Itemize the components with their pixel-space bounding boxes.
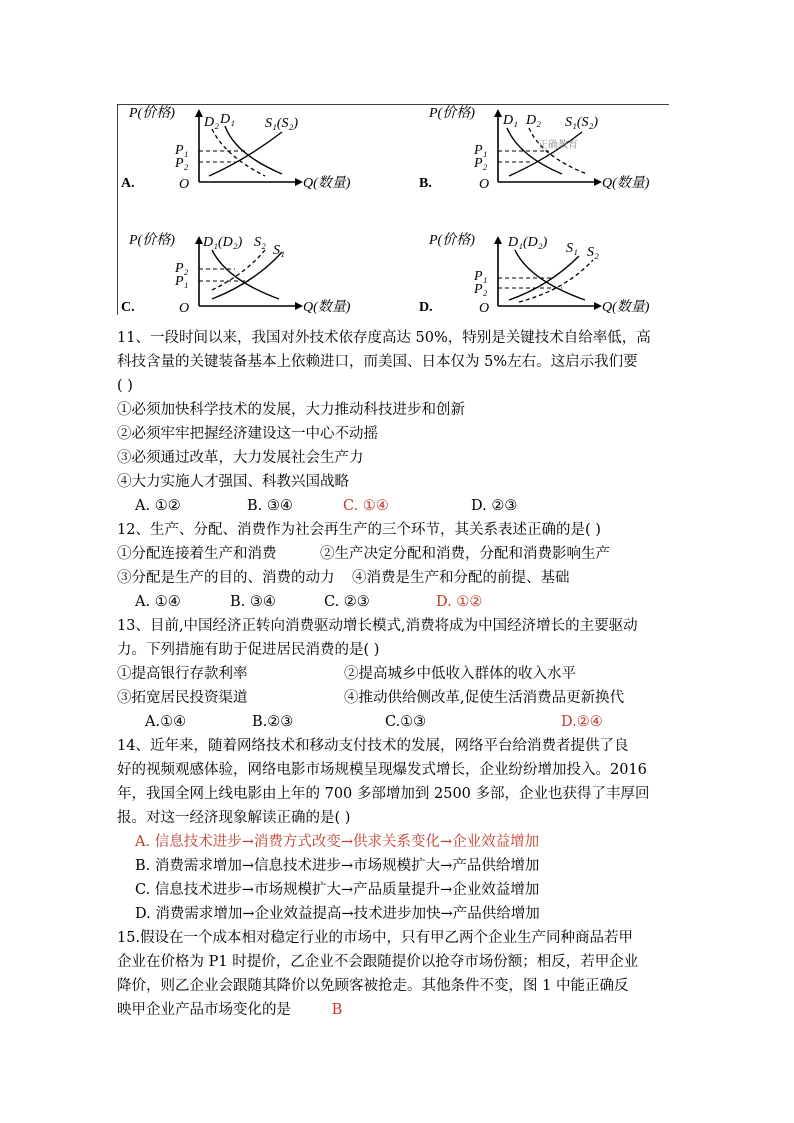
panel-a-d2-label: D₂ [204, 115, 219, 130]
q12-items-row-1 [117, 542, 687, 566]
panel-a-s-label: S₁(S₂) [265, 116, 299, 131]
q13-option-b: B.②③ [252, 714, 294, 730]
q14-option-a: A. 信息技术进步→消费方式改变→供求关系变化→企业效益增加 [135, 834, 540, 850]
q12-options [117, 590, 687, 614]
q13-item-1: ①提高银行存款利率 [117, 666, 248, 682]
panel-a-d1-curve [225, 126, 282, 174]
panel-b-d2-label: D₂ [526, 113, 541, 128]
q14-option-c: C. 信息技术进步→市场规模扩大→产品质量提升→企业效益增加 [135, 882, 540, 898]
panel-d-p2-tick: P₂ [474, 282, 488, 297]
q13-options [117, 710, 687, 734]
panel-c-d-curve [212, 250, 279, 299]
question-15 [117, 926, 687, 1022]
q12-items-row-2 [117, 566, 687, 590]
q12-option-c: C. ②③ [324, 594, 370, 610]
panel-a-letter: A. [121, 176, 135, 191]
supply-demand-figure [117, 104, 669, 315]
q11-option-d: D. ②③ [471, 498, 518, 514]
panel-d-p1-tick: P₁ [474, 269, 488, 284]
q13-stem-line-2: 力。下列措施有助于促进居民消费的是( ) [117, 642, 380, 658]
panel-b-s-curve [509, 132, 582, 176]
panel-b [419, 105, 650, 192]
panel-b-p1-tick: P₁ [474, 143, 488, 158]
q15-stem-line-1: 15.假设在一个成本相对稳定行业的市场中，只有甲乙两个企业生产同种商品若甲 [117, 930, 634, 946]
q11-option-c: C. ①④ [343, 498, 389, 514]
q12-item-4: ④消费是生产和分配的前提、基础 [352, 570, 570, 586]
q13-items-row-1 [117, 662, 687, 686]
panel-d-q-axis-label: Q(数量) [602, 300, 650, 315]
panel-c-s2-label: S₂ [254, 235, 266, 250]
panel-a [121, 105, 351, 192]
panel-d-s1-label: S₁ [566, 241, 578, 256]
question-13 [117, 614, 687, 734]
panel-b-letter: B. [419, 176, 432, 191]
panel-b-origin: O [479, 177, 490, 192]
q11-stem-line-3: ( ) [117, 378, 133, 394]
q11-item-3: ③必须通过改革，大力发展社会生产力 [117, 450, 364, 466]
question-text [117, 326, 687, 1022]
panel-d-letter: D. [419, 300, 433, 315]
q15-stem-line-4 [117, 998, 687, 1022]
panel-c-p1-tick: P₁ [175, 274, 189, 289]
q14-stem-line-3: 年，我国全网上线电影由上年的 700 多部增加到 2500 多部，企业也获得了丰厚回 [117, 786, 650, 802]
q13-option-c: C.①③ [385, 714, 427, 730]
panel-c-p2-tick: P₂ [175, 261, 189, 276]
panel-a-p1-tick: P₁ [175, 143, 189, 158]
q11-option-b: B. ③④ [247, 498, 293, 514]
panel-a-q-axis-label: Q(数量) [303, 176, 351, 191]
q14-option-d: D. 消费需求增加→企业效益提高→技术进步加快→产品供给增加 [135, 906, 540, 922]
q11-item-4: ④大力实施人才强国、科教兴国战略 [117, 474, 349, 490]
panel-b-p2-tick: P₂ [474, 156, 488, 171]
q12-stem: 12、生产、分配、消费作为社会再生产的三个环节，其关系表述正确的是( ) [117, 522, 601, 538]
q11-item-2: ②必须牢牢把握经济建设这一中心不动摇 [117, 426, 378, 442]
q12-option-d: D. ①② [436, 594, 483, 610]
panel-a-origin: O [179, 177, 190, 192]
question-12 [117, 518, 687, 614]
q15-answer: B [331, 1002, 343, 1018]
question-14 [117, 734, 687, 926]
panel-a-d1-label: D₁ [220, 112, 235, 127]
panel-c-d-label: D₁(D₂) [203, 235, 243, 250]
panel-c-s1-label: S₁ [273, 243, 285, 258]
q15-stem-line-3: 降价，则乙企业会跟随其降价以免顾客被抢走。其他条件不变，图 1 中能正确反 [117, 978, 629, 994]
panel-c [121, 232, 351, 315]
panel-c-s2-curve [212, 250, 265, 290]
q12-option-b: B. ③④ [230, 594, 276, 610]
watermark: 正确教育 [538, 140, 578, 151]
q11-stem-line-1: 11、一段时间以来，我国对外技术依存度高达 50%，特别是关键技术自给率低，高 [117, 330, 651, 346]
q11-options [117, 494, 687, 518]
q12-item-2: ②生产决定分配和消费，分配和消费影响生产 [320, 546, 610, 562]
q11-option-a: A. ①② [135, 498, 181, 514]
q13-item-4: ④推动供给侧改革,促使生活消费品更新换代 [344, 690, 625, 706]
panel-d-origin: O [479, 301, 490, 315]
q13-option-a: A.①④ [145, 714, 187, 730]
panel-d-p-axis-label: P(价格) [429, 233, 475, 248]
q13-stem-line-1: 13、目前,中国经济正转向消费驱动增长模式,消费将成为中国经济增长的主要驱动 [117, 618, 638, 634]
panel-b-d1-label: D₁ [503, 113, 518, 128]
panel-c-q-axis-label: Q(数量) [303, 300, 351, 315]
q13-items-row-2 [117, 686, 687, 710]
panel-c-s1-curve [212, 252, 282, 299]
q13-option-d: D.②④ [561, 714, 603, 730]
panel-c-p-axis-label: P(价格) [129, 233, 175, 248]
panel-d [419, 232, 650, 315]
q14-stem-line-2: 好的视频观感体验，网络电影市场规模呈现爆发式增长，企业纷纷增加投入。2016 [117, 762, 647, 778]
panel-b-q-axis-label: Q(数量) [602, 176, 650, 191]
q14-stem-line-4: 报。对这一经济现象解读正确的是( ) [117, 810, 351, 826]
question-11 [117, 326, 687, 518]
panel-b-p-axis-label: P(价格) [429, 106, 475, 121]
q12-item-3: ③分配是生产的目的、消费的动力 [117, 570, 335, 586]
panel-a-p-axis-label: P(价格) [129, 106, 175, 121]
q15-stem-line-2: 企业在价格为 P1 时提价，乙企业不会跟随提价以抢夺市场份额；相反，若甲企业 [117, 954, 639, 970]
panel-d-d-curve [515, 250, 585, 300]
panel-a-d2-curve [212, 129, 265, 176]
panel-d-s2-curve [519, 260, 593, 302]
q11-item-1: ①必须加快科学技术的发展，大力推动科技进步和创新 [117, 402, 465, 418]
panel-a-p2-tick: P₂ [175, 156, 189, 171]
q14-option-b: B. 消费需求增加→信息技术进步→市场规模扩大→产品供给增加 [135, 858, 540, 874]
q11-stem-line-2: 科技含量的关键装备基本上依赖进口，而美国、日本仅为 5%左右。这启示我们要 [117, 354, 638, 370]
panel-b-s-label: S₁(S₂) [565, 115, 599, 130]
panel-c-letter: C. [121, 300, 135, 315]
q13-item-3: ③拓宽居民投资渠道 [117, 690, 248, 706]
panel-d-d-label: D₁(D₂) [508, 235, 548, 250]
panel-c-origin: O [179, 301, 190, 315]
q14-stem-line-1: 14、近年来，随着网络技术和移动支付技术的发展，网络平台给消费者提供了良 [117, 738, 629, 754]
panel-d-s2-label: S₂ [587, 245, 599, 260]
q12-option-a: A. ①④ [135, 594, 181, 610]
q13-item-2: ②提高城乡中低收入群体的收入水平 [344, 666, 576, 682]
q15-last-line: 映甲企业产品市场变化的是 [117, 1002, 291, 1018]
q12-item-1: ①分配连接着生产和消费 [117, 546, 277, 562]
